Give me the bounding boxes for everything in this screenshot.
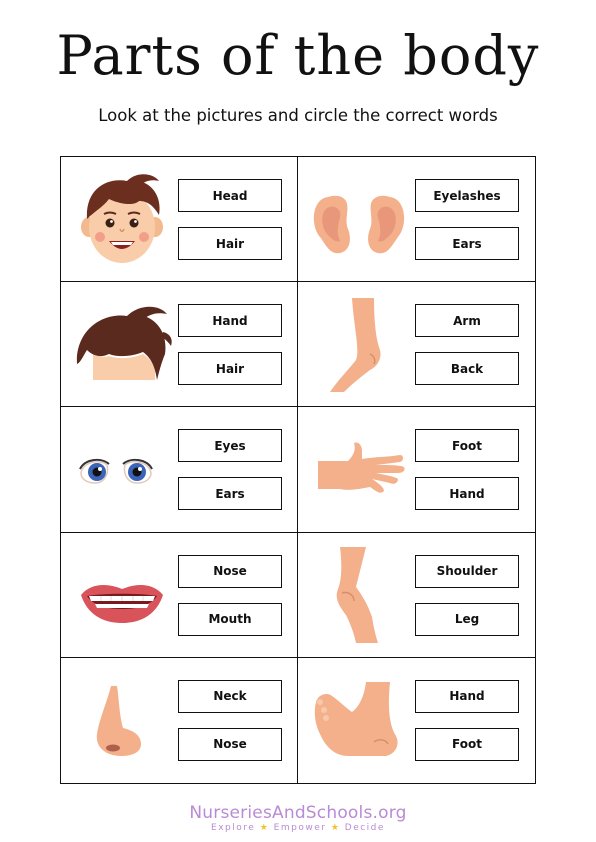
cell-foot — [298, 658, 535, 783]
option-head[interactable]: Head — [178, 179, 282, 212]
page-title: Parts of the body — [56, 24, 540, 87]
cell-ears — [298, 157, 535, 282]
cell-eyes — [61, 407, 298, 532]
cell-arm — [298, 282, 535, 407]
option-foot[interactable]: Foot — [415, 429, 519, 462]
option-leg[interactable]: Leg — [415, 603, 519, 636]
footer-logo — [0, 803, 596, 833]
star-icon: ★ — [259, 823, 270, 833]
foot-icon — [304, 668, 414, 773]
instructions: Look at the pictures and circle the correct words — [98, 106, 498, 125]
cell-nose — [61, 658, 298, 783]
eyes-icon — [67, 417, 177, 522]
brand-name: NurseriesAndSchools.org — [189, 803, 407, 823]
leg-knee-icon — [304, 543, 414, 648]
mouth-icon — [67, 543, 177, 648]
nose-icon — [67, 668, 177, 773]
option-ears[interactable]: Ears — [178, 477, 282, 510]
hand-icon — [304, 417, 414, 522]
tagline-empower: Empower — [273, 823, 327, 833]
option-hand[interactable]: Hand — [415, 477, 519, 510]
tagline-explore: Explore — [211, 823, 256, 833]
option-neck[interactable]: Neck — [178, 680, 282, 713]
option-hand[interactable]: Hand — [178, 304, 282, 337]
option-eyelashes[interactable]: Eyelashes — [415, 179, 519, 212]
option-hair[interactable]: Hair — [178, 227, 282, 260]
option-arm[interactable]: Arm — [415, 304, 519, 337]
option-nose[interactable]: Nose — [178, 555, 282, 588]
worksheet-grid — [60, 156, 536, 784]
ears-icon — [304, 167, 414, 272]
cell-mouth — [61, 533, 298, 658]
cell-leg — [298, 533, 535, 658]
option-nose[interactable]: Nose — [178, 728, 282, 761]
brand-tagline — [0, 823, 596, 833]
cell-hair — [61, 282, 298, 407]
cell-hand — [298, 407, 535, 532]
hair-icon — [67, 292, 177, 397]
option-eyes[interactable]: Eyes — [178, 429, 282, 462]
star-icon: ★ — [330, 823, 341, 833]
boy-head-icon — [67, 167, 177, 272]
arm-elbow-icon — [304, 292, 414, 397]
option-foot[interactable]: Foot — [415, 728, 519, 761]
tagline-decide: Decide — [344, 823, 385, 833]
option-mouth[interactable]: Mouth — [178, 603, 282, 636]
option-hair[interactable]: Hair — [178, 352, 282, 385]
option-shoulder[interactable]: Shoulder — [415, 555, 519, 588]
cell-head — [61, 157, 298, 282]
option-back[interactable]: Back — [415, 352, 519, 385]
option-ears[interactable]: Ears — [415, 227, 519, 260]
option-hand[interactable]: Hand — [415, 680, 519, 713]
